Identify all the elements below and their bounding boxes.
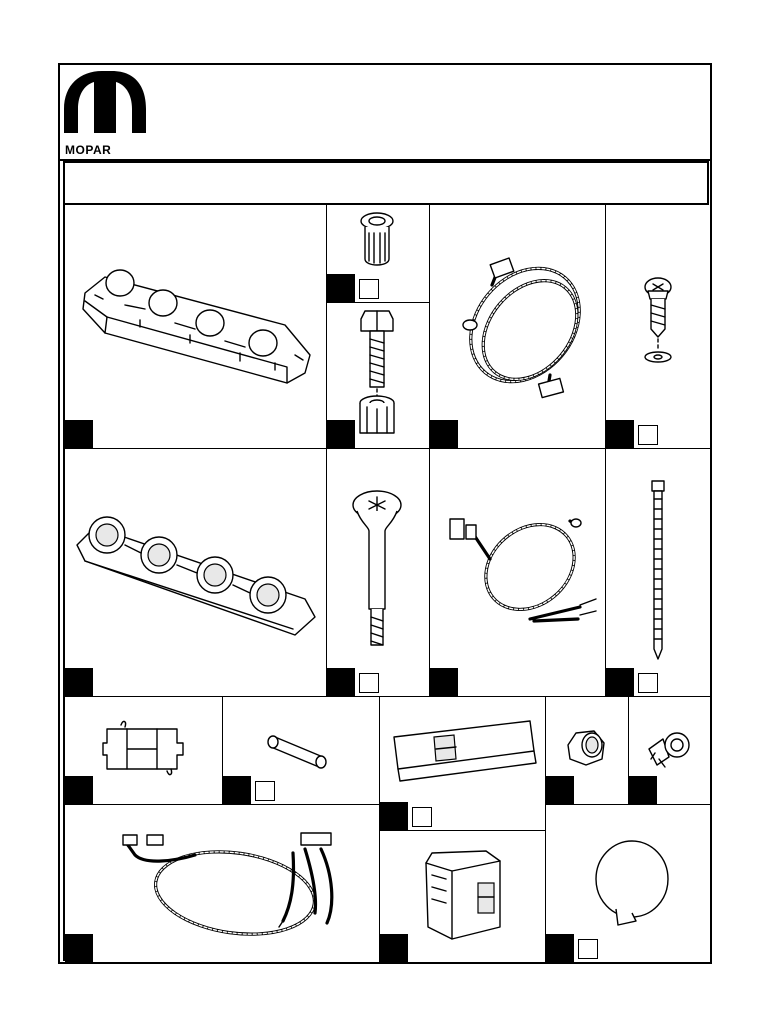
part-number-box — [606, 420, 634, 448]
part-cell-nut — [546, 697, 629, 805]
wiring-harness-icon — [430, 205, 606, 449]
part-number-box — [65, 668, 93, 696]
part-number-box — [380, 802, 408, 830]
part-cell-spacer-tube — [223, 697, 380, 805]
part-number-box — [65, 934, 93, 962]
part-number-box — [223, 776, 251, 804]
parts-grid — [63, 161, 709, 961]
quantity-box — [638, 425, 658, 445]
quantity-box — [359, 673, 379, 693]
part-number-box — [629, 776, 657, 804]
part-cell-screw-washer — [606, 205, 711, 449]
part-cell-light-bar-bracket — [65, 205, 327, 449]
part-cell-bolt-nut — [327, 303, 430, 449]
part-cell-switch-bracket — [65, 697, 223, 805]
part-number-box — [327, 420, 355, 448]
shoulder-bolt-icon — [327, 449, 430, 697]
title-bar — [65, 163, 707, 205]
part-number-box — [327, 274, 355, 302]
part-cell-shoulder-bolt — [327, 449, 430, 697]
light-bar-bracket-icon — [65, 205, 327, 449]
part-cell-wiring-harness — [430, 205, 606, 449]
quantity-box — [359, 279, 379, 299]
cable-tie-icon — [606, 449, 711, 697]
part-cell-rivet-nut — [327, 205, 430, 303]
quantity-box — [412, 807, 432, 827]
part-number-box — [380, 934, 408, 962]
part-cell-cable-tie — [606, 449, 711, 697]
quantity-box — [638, 673, 658, 693]
relay-harness-icon — [430, 449, 606, 697]
part-cell-jumper-harness — [65, 805, 380, 963]
part-number-box — [606, 668, 634, 696]
quantity-box — [578, 939, 598, 959]
part-number-box — [65, 420, 93, 448]
part-cell-rocker-switch — [380, 831, 546, 963]
part-cell-light-bar-housing — [65, 449, 327, 697]
part-cell-light-cover — [546, 805, 711, 963]
header — [60, 65, 710, 161]
quantity-box — [255, 781, 275, 801]
part-number-box — [430, 420, 458, 448]
parts-sheet — [58, 63, 712, 964]
part-cell-trim-panel — [380, 697, 546, 831]
part-cell-grommet — [629, 697, 711, 805]
part-cell-relay-harness — [430, 449, 606, 697]
part-number-box — [430, 668, 458, 696]
light-bar-housing-icon — [65, 449, 327, 697]
part-number-box — [327, 668, 355, 696]
brand-name: MOPAR — [65, 143, 112, 157]
screw-washer-icon — [606, 205, 711, 449]
part-number-box — [65, 776, 93, 804]
part-number-box — [546, 776, 574, 804]
part-number-box — [546, 934, 574, 962]
jumper-harness-icon — [65, 805, 380, 963]
